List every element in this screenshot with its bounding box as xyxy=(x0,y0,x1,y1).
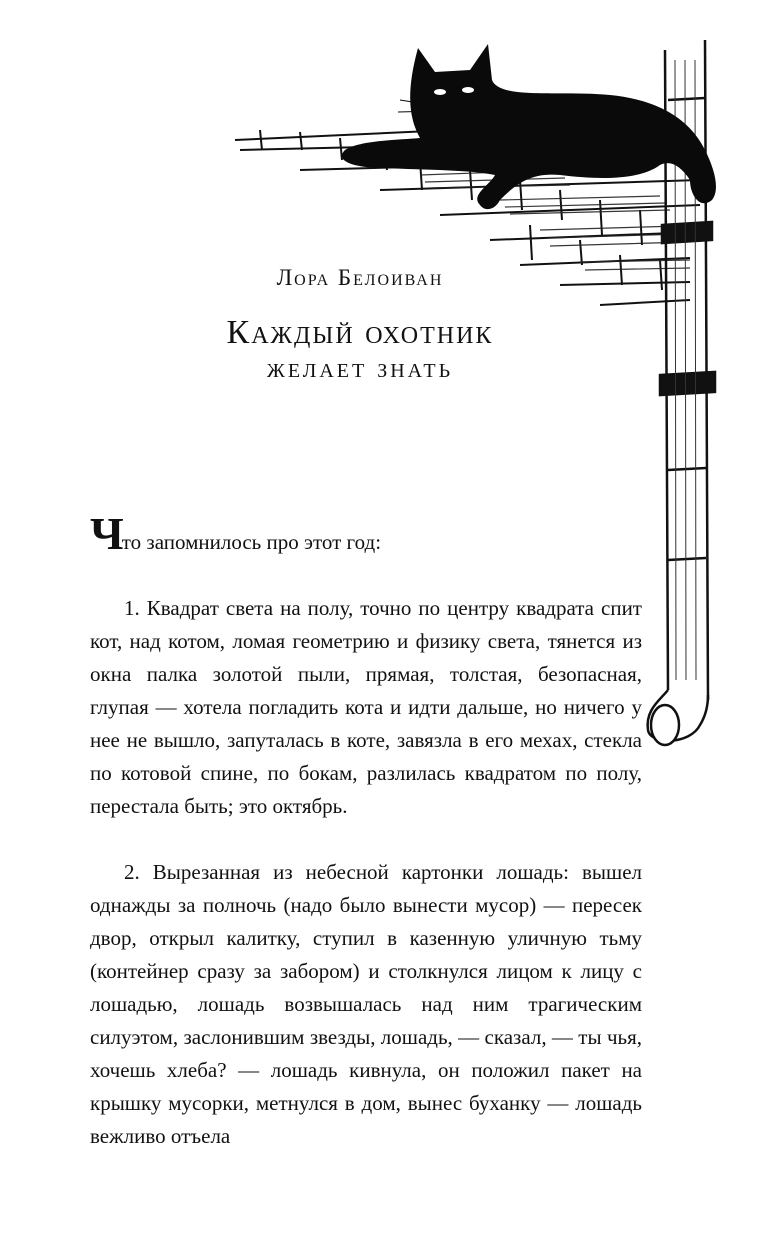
drop-cap: Ч xyxy=(90,508,122,559)
body-text xyxy=(90,508,642,1153)
title-line-2: желает знать xyxy=(266,353,454,384)
title-line-1: Каждый охотник xyxy=(226,314,494,351)
paragraph-1: 1. Квадрат света на полу, точно по центру квадрата спит кот, над котом, ломая геометрию и физику света, тянется из окна палка золотой пыли, прямая, толстая, безопасная, глупая — хотела погладить кота и идти дальше, но ничего у нее не вышло, запуталась в коте, завязла в его мехах, стекла по котовой спине, по бокам, разлилась квадратом по полу, перестала быть; это октябрь. xyxy=(90,596,642,818)
paragraph-2: 2. Вырезанная из небесной картонки лошадь: вышел однажды за полночь (надо было вынести мусор) — пересек двор, открыл калитку, ступил в казенную уличную тьму (контейнер сразу за забором) и столкнулся лицом к лицу с лошадью, лошадь возвышалась над ним трагическим силуэтом, заслонившим звезды, лошадь, — сказал, — ты чья, хочешь хлеба? — лошадь кивнула, он положил пакет на крышку мусорки, метнулся в дом, вынес буханку — лошадь вежливо отъела xyxy=(90,860,642,1148)
chapter-title xyxy=(0,315,720,387)
intro-text: то запомнилось про этот год: xyxy=(121,530,382,554)
intro-line xyxy=(90,508,642,559)
author-name: Лора Белоиван xyxy=(276,265,444,290)
